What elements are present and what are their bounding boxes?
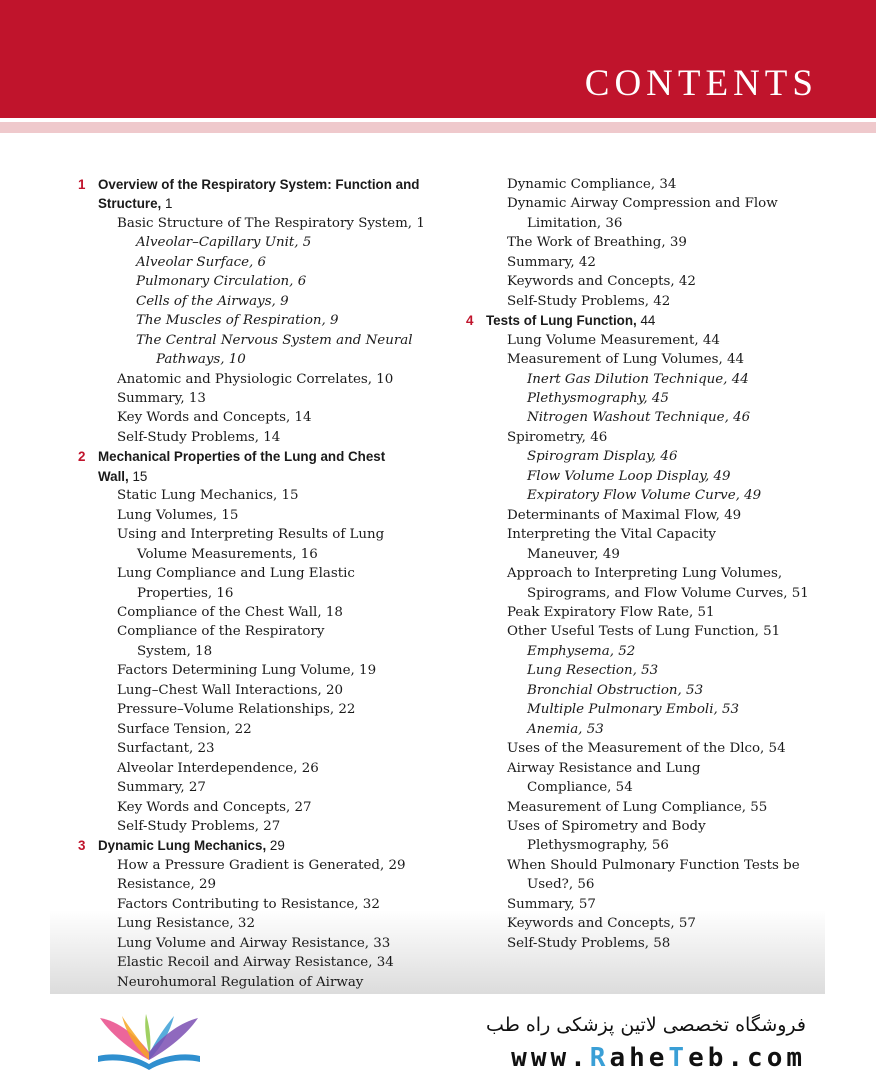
toc-section: Key Words and Concepts, 27 xyxy=(117,799,312,815)
toc-section: Alveolar Interdependence, 26 xyxy=(117,760,319,776)
toc-section: Factors Contributing to Resistance, 32 xyxy=(117,896,380,912)
toc-section: Keywords and Concepts, 57 xyxy=(507,916,696,932)
toc-chapter xyxy=(78,447,438,466)
toc-section: Self-Study Problems, 58 xyxy=(507,935,671,951)
toc-section: System, 18 xyxy=(137,643,213,659)
toc-section: Other Useful Tests of Lung Function, 51 xyxy=(507,624,781,640)
book-logo-icon xyxy=(94,1012,204,1074)
toc-chapter xyxy=(78,175,438,194)
toc-section: Anatomic and Physiologic Correlates, 10 xyxy=(117,371,394,387)
toc-section: Compliance of the Respiratory xyxy=(117,624,325,640)
toc-section: Surfactant, 23 xyxy=(117,741,215,757)
toc-chapter xyxy=(466,311,836,330)
toc-section: Key Words and Concepts, 14 xyxy=(117,410,312,426)
page-number: 1 xyxy=(161,196,173,212)
toc-section: Factors Determining Lung Volume, 19 xyxy=(117,663,377,679)
chapter-number: 3 xyxy=(78,838,86,854)
toc-subsection: Pathways, 10 xyxy=(156,352,246,368)
toc-section: Spirometry, 46 xyxy=(507,429,608,445)
page-title: CONTENTS xyxy=(584,63,818,104)
toc-subsection: Inert Gas Dilution Technique, 44 xyxy=(527,371,749,387)
toc-subsection: Flow Volume Loop Display, 49 xyxy=(527,468,731,484)
toc-section: Airway Resistance and Lung xyxy=(507,760,701,776)
toc-section: Elastic Recoil and Airway Resistance, 34 xyxy=(117,955,394,971)
url-accent: T xyxy=(668,1043,689,1073)
toc-chapter-continued xyxy=(78,194,438,213)
chapter-title: Tests of Lung Function, xyxy=(486,313,637,329)
toc-section: Compliance of the Chest Wall, 18 xyxy=(117,604,343,620)
toc-section: Summary, 57 xyxy=(507,896,596,912)
toc-section: Spirograms, and Flow Volume Curves, 51 xyxy=(527,585,809,601)
toc-section: Volume Measurements, 16 xyxy=(137,546,318,562)
toc-section: Self-Study Problems, 27 xyxy=(117,818,281,834)
toc-subsection: Lung Resection, 53 xyxy=(527,663,659,679)
toc-section: Summary, 13 xyxy=(117,390,206,406)
toc-section: Basic Structure of The Respiratory System, 1 xyxy=(117,215,425,231)
toc-subsection: Plethysmography, 45 xyxy=(527,390,669,406)
page-number: 29 xyxy=(266,838,285,854)
toc-subsection: Anemia, 53 xyxy=(527,721,604,737)
url-accent: R xyxy=(589,1043,610,1073)
toc-subsection: Multiple Pulmonary Emboli, 53 xyxy=(527,702,740,718)
url-mid: ahe xyxy=(609,1043,669,1073)
toc-section: Summary, 27 xyxy=(117,780,206,796)
toc-section: How a Pressure Gradient is Generated, 29 xyxy=(117,857,406,873)
chapter-number: 4 xyxy=(466,313,474,329)
chapter-title: Mechanical Properties of the Lung and Chest xyxy=(98,449,386,465)
toc-section: Used?, 56 xyxy=(527,877,595,893)
chapter-title: Wall, xyxy=(98,468,129,484)
toc-subsection: Alveolar Surface, 6 xyxy=(136,254,267,270)
url-prefix: www. xyxy=(511,1043,590,1073)
toc-subsection: The Muscles of Respiration, 9 xyxy=(136,313,339,329)
toc-section: Approach to Interpreting Lung Volumes, xyxy=(507,566,783,582)
chapter-title: Structure, xyxy=(98,196,162,212)
toc-section: Uses of the Measurement of the Dlco, 54 xyxy=(507,741,786,757)
chapter-number: 1 xyxy=(78,177,86,192)
toc-section: Resistance, 29 xyxy=(117,877,216,893)
toc-subsection: Spirogram Display, 46 xyxy=(527,449,678,465)
toc-section: The Work of Breathing, 39 xyxy=(507,235,687,251)
toc-section: Uses of Spirometry and Body xyxy=(507,818,706,834)
toc-section: Surface Tension, 22 xyxy=(117,721,252,737)
toc-section: When Should Pulmonary Function Tests be xyxy=(507,857,800,873)
toc-subsection: Cells of the Airways, 9 xyxy=(136,293,289,309)
divider-stripe xyxy=(0,122,876,133)
toc-section: Limitation, 36 xyxy=(527,215,623,231)
toc-section: Compliance, 54 xyxy=(527,780,633,796)
toc-section: Plethysmography, 56 xyxy=(527,838,669,854)
toc-chapter xyxy=(78,836,438,855)
page-number: 15 xyxy=(128,468,148,484)
toc-section: Interpreting the Vital Capacity xyxy=(507,527,716,543)
toc-column-right xyxy=(466,175,836,953)
website-url[interactable] xyxy=(511,1043,806,1073)
toc-subsection: Expiratory Flow Volume Curve, 49 xyxy=(527,488,762,504)
toc-section: Lung Volume and Airway Resistance, 33 xyxy=(117,935,391,951)
toc-column-left xyxy=(78,175,438,992)
toc-section: Static Lung Mechanics, 15 xyxy=(117,488,299,504)
toc-section: Measurement of Lung Volumes, 44 xyxy=(507,352,745,368)
toc-section: Dynamic Airway Compression and Flow xyxy=(507,196,778,212)
toc-section: Lung Volume Measurement, 44 xyxy=(507,332,720,348)
toc-section: Lung Compliance and Lung Elastic xyxy=(117,566,355,582)
toc-section: Peak Expiratory Flow Rate, 51 xyxy=(507,604,715,620)
toc-subsection: Emphysema, 52 xyxy=(527,643,636,659)
chapter-title: Overview of the Respiratory System: Function and xyxy=(98,177,420,192)
url-suffix: eb.com xyxy=(688,1043,806,1073)
toc-chapter-continued xyxy=(78,467,438,486)
page-number: 44 xyxy=(636,313,656,329)
toc-subsection: Bronchial Obstruction, 53 xyxy=(527,682,704,698)
toc-section: Dynamic Compliance, 34 xyxy=(507,177,677,192)
toc-subsection: The Central Nervous System and Neural xyxy=(136,332,413,348)
header-banner xyxy=(0,0,876,118)
toc-section: Neurohumoral Regulation of Airway xyxy=(117,974,364,990)
toc-section: Lung–Chest Wall Interactions, 20 xyxy=(117,682,343,698)
toc-section: Self-Study Problems, 42 xyxy=(507,293,671,309)
chapter-title: Dynamic Lung Mechanics, xyxy=(98,838,267,854)
toc-section: Self-Study Problems, 14 xyxy=(117,429,281,445)
toc-section: Determinants of Maximal Flow, 49 xyxy=(507,507,742,523)
toc-section: Measurement of Lung Compliance, 55 xyxy=(507,799,768,815)
toc-section: Keywords and Concepts, 42 xyxy=(507,274,696,290)
toc-section: Lung Volumes, 15 xyxy=(117,507,239,523)
toc-section: Properties, 16 xyxy=(137,585,234,601)
toc-section: Summary, 42 xyxy=(507,254,596,270)
toc-section: Lung Resistance, 32 xyxy=(117,916,255,932)
store-name: فروشگاه تخصصی لاتین پزشکی راه طب xyxy=(486,1014,806,1036)
toc-section: Using and Interpreting Results of Lung xyxy=(117,527,385,543)
toc-subsection: Nitrogen Washout Technique, 46 xyxy=(527,410,751,426)
toc-section: Pressure–Volume Relationships, 22 xyxy=(117,702,356,718)
toc-subsection: Alveolar–Capillary Unit, 5 xyxy=(136,235,312,251)
toc-section: Maneuver, 49 xyxy=(527,546,620,562)
toc-subsection: Pulmonary Circulation, 6 xyxy=(136,274,307,290)
chapter-number: 2 xyxy=(78,449,86,465)
